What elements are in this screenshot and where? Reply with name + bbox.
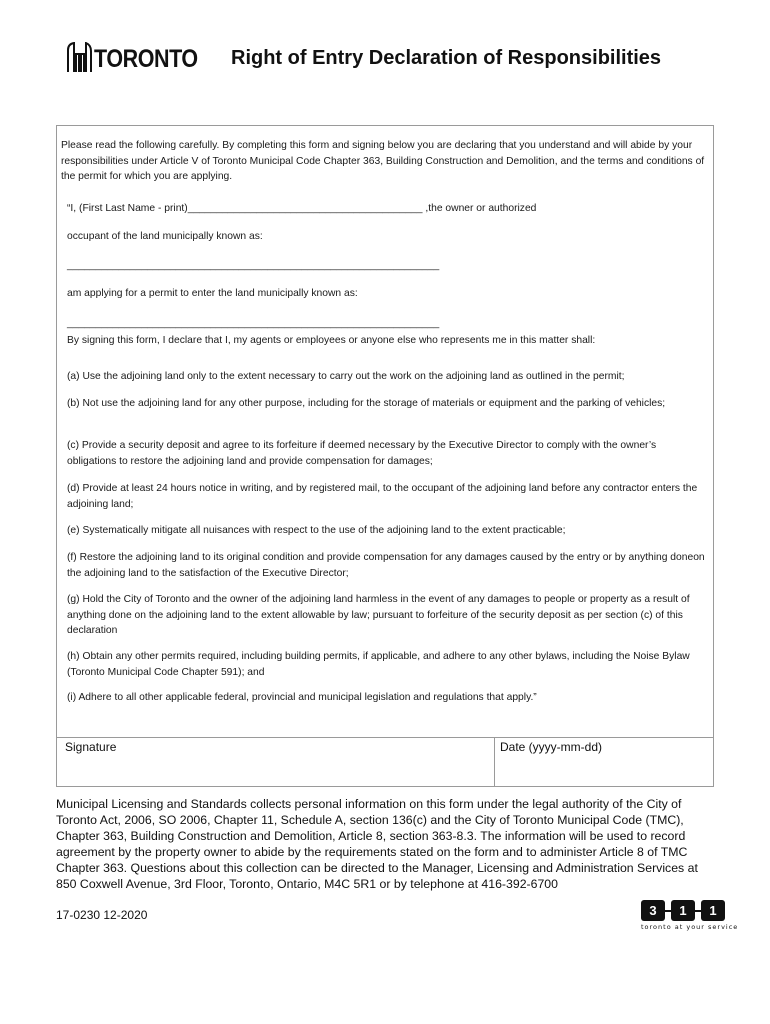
date-field[interactable]: Date (yyyy-mm-dd)	[500, 740, 603, 754]
signature-row	[56, 737, 714, 787]
toronto-logo	[66, 42, 215, 72]
badge-digit: 3	[641, 900, 665, 921]
list-item: (d) Provide at least 24 hours notice in writing, and by registered mail, to the occupant of the adjoining land before any contractor enters the adjoining land;	[67, 483, 698, 510]
city-hall-icon	[66, 42, 92, 72]
address-line-1[interactable]: _________________________________________________________________	[67, 260, 440, 271]
logo-wordmark: TORONTO	[94, 45, 198, 73]
privacy-notice: Municipal Licensing and Standards collects personal information on this form under the legal authority of the City of Toronto Act, 2006, SO 2006, Chapter 11, Schedule A, section 136(c) and the City of Toronto Municipal Code (TMC), Chapter 363, Building Construction and Demolition, Article 8, section 363-8.3. The information will be used to record agreement by the property owner to abide by the requirements stated on the form and to administer Article 8 of TMC Chapter 363. Questions about this collection can be directed to the Manager, Licensing and Administration Services at 850 Coxwell Avenue, 3rd Floor, Toronto, Ontario, M4C 5R1 or by telephone at 416-392-6700	[56, 797, 698, 891]
page-title: Right of Entry Declaration of Responsibilities	[231, 47, 662, 69]
address-line-2[interactable]: _________________________________________________________________	[67, 318, 440, 329]
list-item: (a) Use the adjoining land only to the extent necessary to carry out the work on the adjoining land as outlined in the permit;	[67, 371, 625, 382]
list-item: (c) Provide a security deposit and agree to its forfeiture if deemed necessary by the Executive Director to comply with the owner’s obligations to restore the adjoining land and provide compensation for damages;	[67, 440, 657, 467]
divider	[494, 738, 495, 786]
badge-digit: 1	[671, 900, 695, 921]
form-number: 17-0230 12-2020	[56, 908, 148, 922]
badge-digit: 1	[701, 900, 725, 921]
occupant-line: occupant of the land municipally known as:	[67, 231, 263, 242]
311-badge	[641, 900, 738, 931]
list-item: (b) Not use the adjoining land for any other purpose, including for the storage of materials or equipment and the parking of vehicles;	[67, 398, 666, 409]
list-item: (g) Hold the City of Toronto and the owner of the adjoining land harmless in the event of any damages to people or property as a result of anything done on the adjoining land to the extent allowable by law; pursuant to forfeiture of the security deposit as per section (c) of this declaration	[67, 594, 690, 636]
list-item: (h) Obtain any other permits required, including building permits, if applicable, and adhere to any other bylaws, including the Noise Bylaw (Toronto Municipal Code Chapter 591); and	[67, 651, 690, 678]
intro-text: Please read the following carefully. By completing this form and signing below you are declaring that you understand and will abide by your responsibilities under Article V of Toronto Municipal Code Chapter 363, Building Construction and Demolition, and the terms and conditions of the permit for which you are applying.	[61, 140, 705, 182]
badge-tagline: toronto at your service	[641, 923, 739, 931]
declare-text: By signing this form, I declare that I, my agents or employees or anyone else who represents me in this matter shall:	[67, 335, 596, 346]
name-line[interactable]: “I, (First Last Name - print)_________________________________________ ,the owner or authorized	[67, 203, 537, 214]
declaration-box	[56, 125, 714, 738]
list-item: (e) Systematically mitigate all nuisances with respect to the use of the adjoining land to the extent practicable;	[67, 525, 566, 536]
list-item: (f) Restore the adjoining land to its original condition and provide compensation for any damages caused by the entry or by anything doneon the adjoining land to the satisfaction of the Executive Director;	[67, 552, 705, 579]
applying-line: am applying for a permit to enter the land municipally known as:	[67, 288, 358, 299]
signature-field[interactable]: Signature	[65, 740, 117, 754]
list-item: (i) Adhere to all other applicable federal, provincial and municipal legislation and regulations that apply.”	[67, 692, 537, 703]
